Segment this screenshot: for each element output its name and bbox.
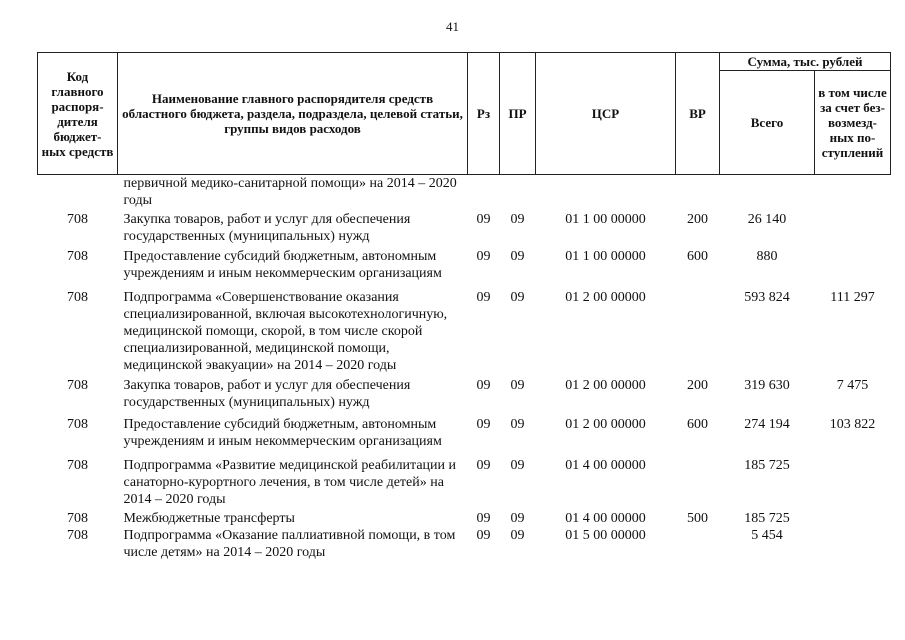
rz-cell: 09 — [476, 528, 491, 543]
code-cell: 708 — [67, 458, 88, 473]
rz-cell: 09 — [476, 417, 491, 432]
gratuitous-cell: 103 822 — [829, 417, 876, 432]
table-row — [38, 209, 891, 245]
csr-cell: 01 2 00 00000 — [565, 378, 646, 393]
gratuitous-cell — [815, 245, 891, 282]
code-cell: 708 — [67, 249, 88, 264]
table-row — [38, 411, 891, 450]
gratuitous-cell: 7 475 — [836, 378, 869, 393]
vr-cell — [676, 450, 720, 508]
csr-cell: 01 2 00 00000 — [565, 417, 646, 432]
rz-cell: 09 — [476, 249, 491, 264]
name-cell: Предоставление субсидий бюджетным, автономным учреждениям и иным некоммерческим организациям — [123, 417, 442, 449]
table-row — [38, 508, 891, 527]
header-csr: ЦСР — [536, 53, 676, 175]
code-cell: 708 — [67, 417, 88, 432]
rz-cell: 09 — [476, 290, 491, 305]
vr-cell: 200 — [687, 378, 708, 393]
rz-cell — [468, 175, 500, 210]
table-body — [38, 175, 891, 562]
header-gratuitous: в том числе за счет без- возмезд- ных по- ступлений — [815, 71, 891, 175]
pr-cell: 09 — [510, 511, 525, 526]
vr-cell: 600 — [687, 417, 708, 432]
total-cell: 185 725 — [744, 511, 790, 526]
pr-cell: 09 — [510, 417, 525, 432]
code-cell — [38, 175, 118, 210]
vr-cell — [676, 527, 720, 561]
total-cell — [720, 175, 815, 210]
csr-cell — [536, 175, 676, 210]
vr-cell: 500 — [687, 511, 708, 526]
total-cell: 319 630 — [744, 378, 790, 393]
csr-cell: 01 1 00 00000 — [565, 212, 646, 227]
total-cell: 274 194 — [744, 417, 790, 432]
table-row — [38, 245, 891, 282]
table-row — [38, 374, 891, 411]
pr-cell: 09 — [510, 458, 525, 473]
page-number: 41 — [446, 19, 459, 34]
name-cell: Подпрограмма «Оказание паллиативной помощи, в том числе детям» на 2014 – 2020 годы — [123, 528, 456, 560]
csr-cell: 01 4 00 00000 — [565, 458, 646, 473]
code-cell: 708 — [67, 212, 88, 227]
total-cell: 880 — [756, 249, 778, 264]
name-cell: Подпрограмма «Развитие медицинской реабилитации и санаторно-курортного лечения, в том числе детей» на 2014 – 2020 годы — [123, 458, 457, 507]
pr-cell: 09 — [510, 212, 525, 227]
pr-cell: 09 — [510, 249, 525, 264]
pr-cell: 09 — [510, 378, 525, 393]
header-rz: Рз — [468, 53, 500, 175]
pr-cell — [500, 175, 536, 210]
gratuitous-cell — [815, 209, 891, 245]
code-cell: 708 — [67, 290, 88, 305]
table-row — [38, 175, 891, 210]
gratuitous-cell: 111 297 — [830, 290, 875, 305]
total-cell: 185 725 — [744, 458, 790, 473]
header-sum: Сумма, тыс. рублей — [720, 53, 891, 71]
csr-cell: 01 5 00 00000 — [565, 528, 646, 543]
total-cell: 5 454 — [751, 528, 783, 543]
gratuitous-cell — [815, 508, 891, 527]
pr-cell: 09 — [510, 528, 525, 543]
code-cell: 708 — [67, 528, 88, 543]
code-cell: 708 — [67, 378, 88, 393]
name-cell: Предоставление субсидий бюджетным, автономным учреждениям и иным некоммерческим организациям — [123, 249, 442, 281]
name-cell: Межбюджетные трансферты — [123, 511, 295, 526]
gratuitous-cell — [815, 450, 891, 508]
gratuitous-cell — [815, 175, 891, 210]
vr-cell: 600 — [687, 249, 708, 264]
name-cell: первичной медико-санитарной помощи» на 2014 – 2020 годы — [123, 176, 457, 208]
rz-cell: 09 — [476, 458, 491, 473]
vr-cell: 200 — [687, 212, 708, 227]
total-cell: 26 140 — [747, 212, 787, 227]
code-cell: 708 — [67, 511, 88, 526]
pr-cell: 09 — [510, 290, 525, 305]
csr-cell: 01 2 00 00000 — [565, 290, 646, 305]
header-pr: ПР — [500, 53, 536, 175]
budget-table — [37, 52, 891, 561]
vr-cell — [676, 175, 720, 210]
header-vr: ВР — [676, 53, 720, 175]
table-row — [38, 450, 891, 508]
name-cell: Закупка товаров, работ и услуг для обеспечения государственных (муниципальных) нужд — [123, 212, 411, 244]
name-cell: Закупка товаров, работ и услуг для обеспечения государственных (муниципальных) нужд — [123, 378, 411, 410]
table-row — [38, 282, 891, 374]
rz-cell: 09 — [476, 212, 491, 227]
csr-cell: 01 4 00 00000 — [565, 511, 646, 526]
header-total: Всего — [720, 71, 815, 175]
csr-cell: 01 1 00 00000 — [565, 249, 646, 264]
total-cell: 593 824 — [744, 290, 790, 305]
header-name: Наименование главного распорядителя средств областного бюджета, раздела, подраздела, целевой статьи, группы видов расходов — [118, 53, 468, 175]
table-header — [38, 53, 891, 175]
rz-cell: 09 — [476, 511, 491, 526]
vr-cell — [676, 282, 720, 374]
gratuitous-cell — [815, 527, 891, 561]
rz-cell: 09 — [476, 378, 491, 393]
header-code: Код главного распоря- дителя бюджет- ных средств — [38, 53, 118, 175]
table-row — [38, 527, 891, 561]
name-cell: Подпрограмма «Совершенствование оказания специализированной, включая высокотехнологичную, медицинской помощи, скорой, в том числе скорой специализированной, медицинской помощи, медицинской эвакуации» на 2014 – 2020 годы — [123, 290, 448, 373]
